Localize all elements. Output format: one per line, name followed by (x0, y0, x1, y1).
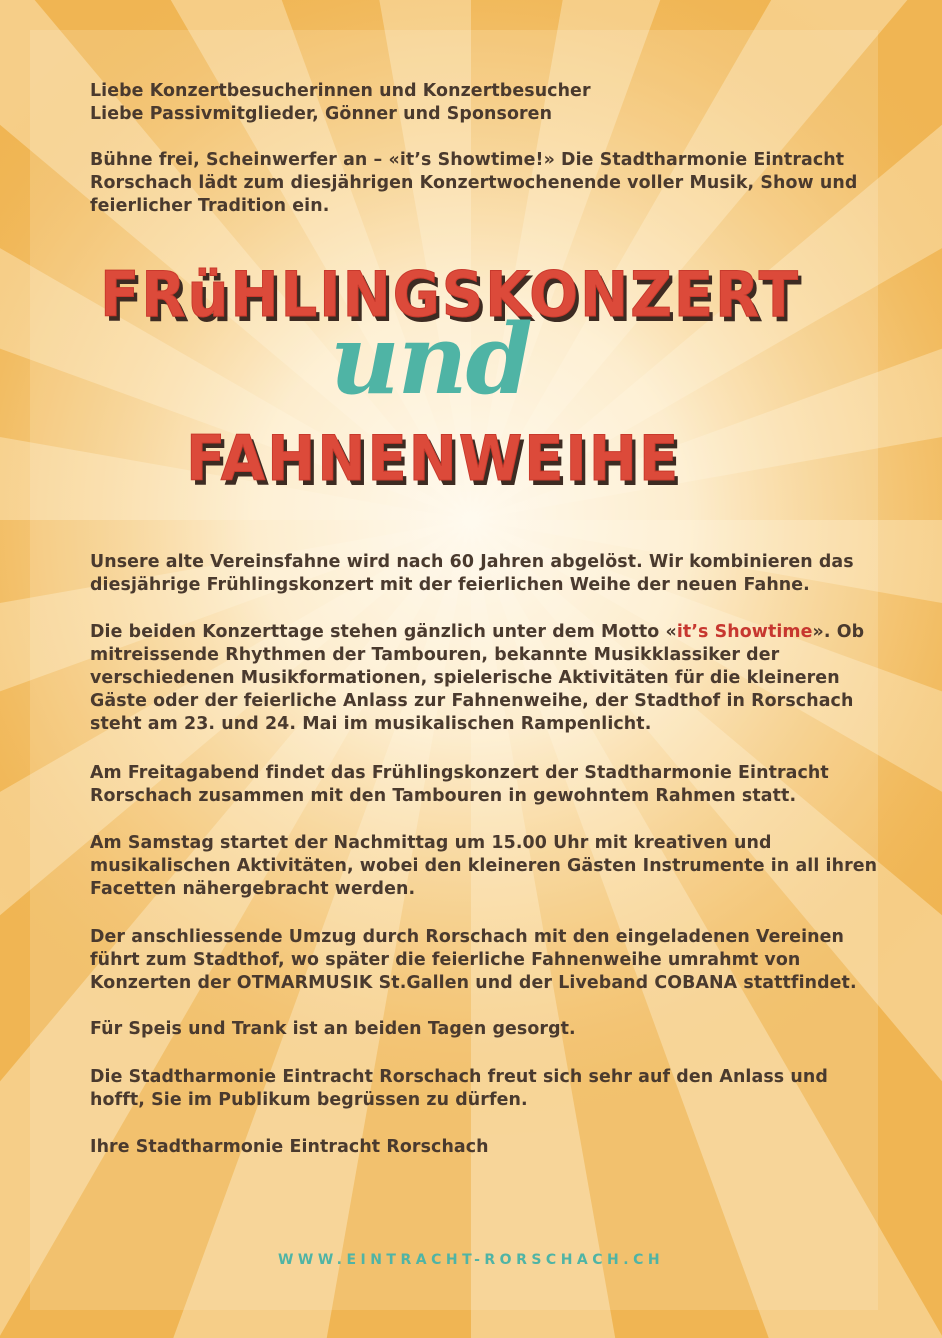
paragraph-motto (90, 621, 880, 736)
website-link[interactable]: WWW.EINTRACHT-RORSCHACH.CH (277, 1252, 665, 1268)
headline (0, 250, 942, 520)
title-fruehlingskonzert: FRüHLINGSKONZERT (100, 258, 800, 331)
paragraph-umzug: Der anschliessende Umzug durch Rorschach mit den eingeladenen Vereinen führt zum Stadthof, wo später die feierliche Fahnenweihe umrahmt von Konzerten der OTMARMUSIK St.Gallen und der Liveband COBANA stattfindet. (90, 927, 857, 993)
paragraph-speis-trank: Für Speis und Trank ist an beiden Tagen gesorgt. (90, 1019, 576, 1039)
greeting-line-1: Liebe Konzertbesucherinnen und Konzertbesucher (90, 81, 591, 101)
paragraph-vereinsfahne: Unsere alte Vereinsfahne wird nach 60 Jahren abgelöst. Wir kombinieren das diesjährige Frühlingskonzert mit der feierlichen Weihe der neuen Fahne. (90, 552, 854, 595)
motto-highlight: it’s Showtime (676, 622, 813, 642)
paragraph-samstag: Am Samstag startet der Nachmittag um 15.00 Uhr mit kreativen und musikalischen Aktivitäten, wobei den kleineren Gästen Instrumente in all ihren Facetten nähergebracht werden. (90, 833, 878, 899)
greeting-line-2: Liebe Passivmitglieder, Gönner und Sponsoren (90, 104, 553, 124)
signoff: Ihre Stadtharmonie Eintracht Rorschach (90, 1137, 489, 1157)
title-und: und (330, 303, 531, 416)
title-fahnenweihe: FAHNENWEIHE (186, 422, 681, 495)
intro-paragraph: Bühne frei, Scheinwerfer an – «it’s Showtime!» Die Stadtharmonie Eintracht Rorschach lädt zum diesjährigen Konzertwochenende voller Musik, Show und feierlicher Tradition ein. (90, 150, 858, 216)
motto-text-after: ». Ob mitreissende Rhythmen der Tambouren, bekannte Musikklassiker der verschiedenen Musikformationen, spielerische Aktivitäten für die kleineren Gäste oder der feierliche Anlass zur Fahnenweihe, der Stadthof in Rorschach steht am 23. und 24. Mai im musikalischen Rampenlicht. (90, 622, 865, 734)
motto-text-before: Die beiden Konzerttage stehen gänzlich unter dem Motto « (90, 622, 677, 642)
paragraph-freitag: Am Freitagabend findet das Frühlingskonzert der Stadtharmonie Eintracht Rorschach zusammen mit den Tambouren in gewohntem Rahmen statt. (90, 763, 829, 806)
paragraph-dank: Die Stadtharmonie Eintracht Rorschach freut sich sehr auf den Anlass und hofft, Sie im Publikum begrüssen zu dürfen. (90, 1067, 828, 1110)
